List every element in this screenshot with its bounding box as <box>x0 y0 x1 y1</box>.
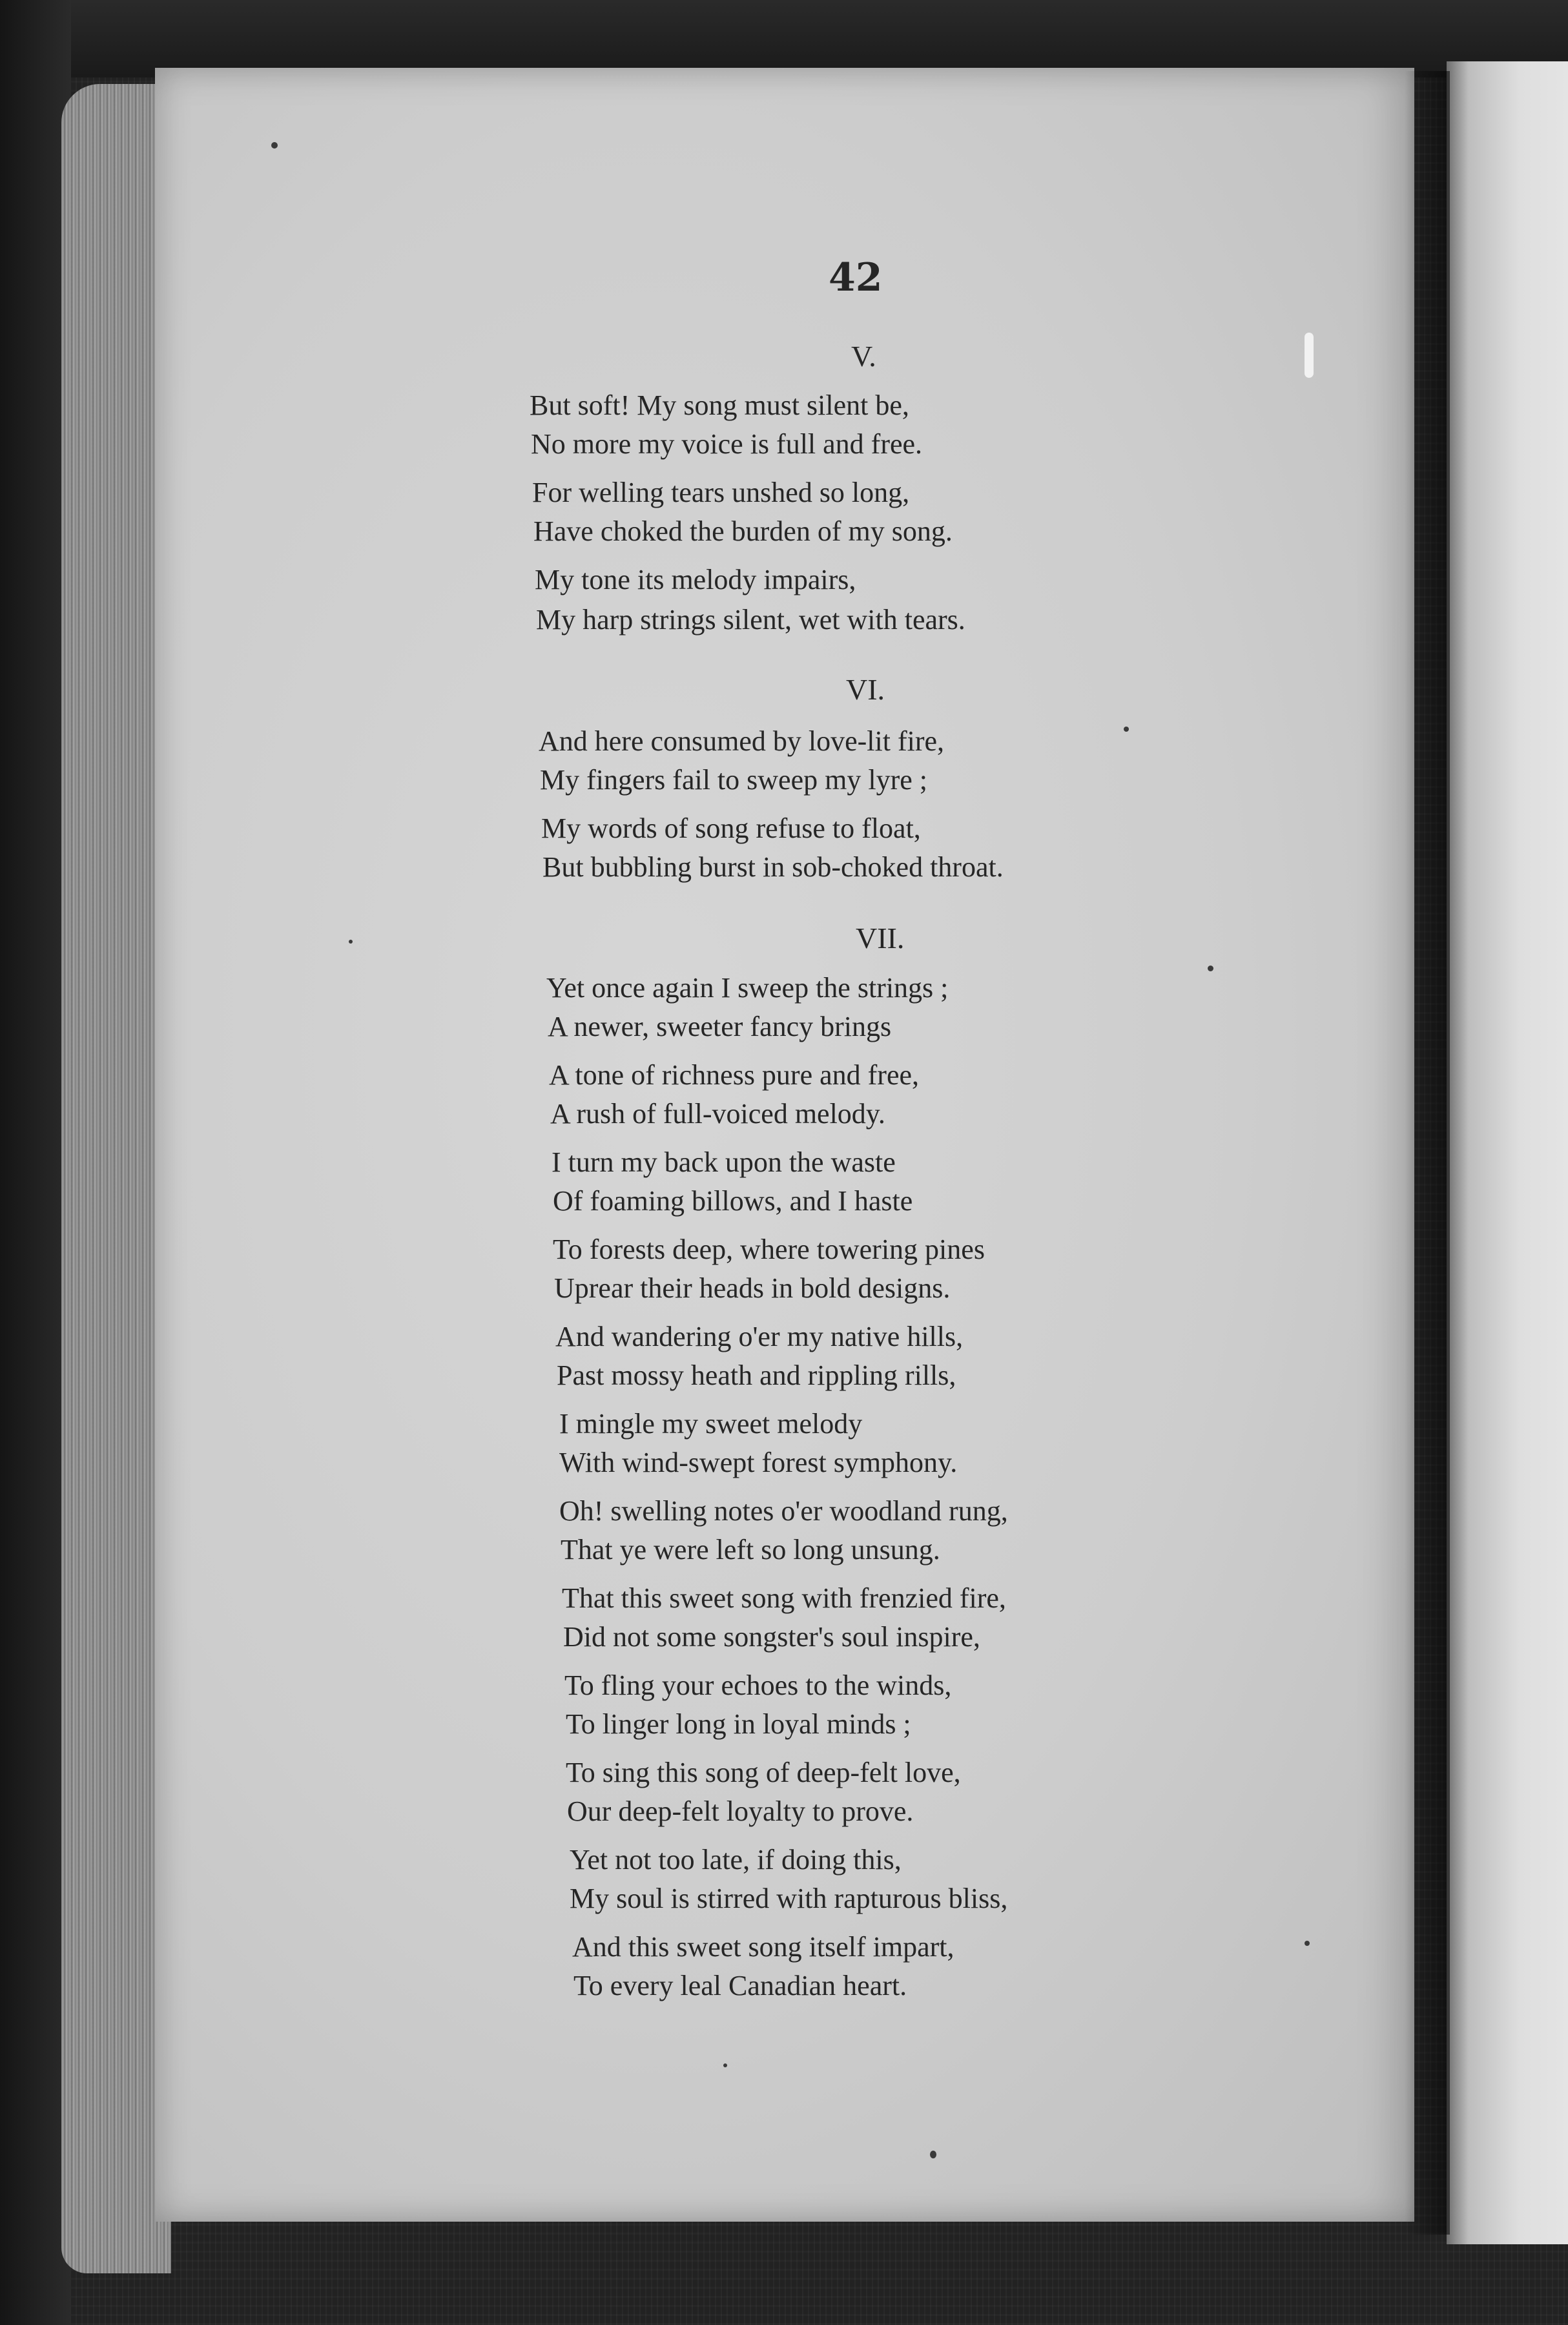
verse-line: To fling your echoes to the winds, <box>564 1669 952 1701</box>
verse-line: Uprear their heads in bold designs. <box>554 1272 951 1304</box>
verse-line: And wandering o'er my native hills, <box>555 1321 964 1352</box>
verse-line: Yet not too late, if doing this, <box>570 1844 902 1876</box>
verse-line: My words of song refuse to float, <box>541 812 921 844</box>
verse-line: To every leal Canadian heart. <box>573 1970 907 2001</box>
verse-line: Our deep-felt loyalty to prove. <box>567 1795 914 1827</box>
verse-line: Past mossy heath and rippling rills, <box>557 1359 956 1391</box>
stanza-heading-v: V. <box>851 340 876 373</box>
verse-line: My tone its melody impairs, <box>535 564 856 595</box>
verse-line: Did not some songster's soul inspire, <box>563 1621 980 1653</box>
verse-line: To linger long in loyal minds ; <box>566 1708 911 1740</box>
verse-line: No more my voice is full and free. <box>531 428 923 460</box>
verse-line: A newer, sweeter fancy brings <box>548 1011 892 1042</box>
verse-line: Yet once again I sweep the strings ; <box>546 972 949 1004</box>
page-number: 42 <box>829 255 883 300</box>
verse-line: And this sweet song itself impart, <box>572 1931 954 1963</box>
stanza-heading-vii: VII. <box>856 922 905 955</box>
verse-line: Oh! swelling notes o'er woodland rung, <box>559 1495 1008 1527</box>
verse-line: My soul is stirred with rapturous bliss, <box>570 1883 1008 1914</box>
verse-line: And here consumed by love-lit fire, <box>539 725 945 757</box>
verse-line: That this sweet song with frenzied fire, <box>562 1582 1006 1614</box>
verse-line: That ye were left so long unsung. <box>561 1534 940 1566</box>
verse-line: Have choked the burden of my song. <box>533 515 953 547</box>
verse-line: I mingle my sweet melody <box>559 1408 863 1440</box>
verse-line: To sing this song of deep-felt love, <box>566 1757 961 1788</box>
verse-line: But bubbling burst in sob-choked throat. <box>542 851 1004 883</box>
verse-line: But soft! My song must silent be, <box>530 389 909 421</box>
verse-line: Of foaming billows, and I haste <box>553 1185 913 1217</box>
stanza-heading-vi: VI. <box>846 673 885 706</box>
verse-line: A rush of full-voiced melody. <box>550 1098 885 1130</box>
verse-line: For welling tears unshed so long, <box>532 477 910 508</box>
verse-line: My harp strings silent, wet with tears. <box>536 604 965 636</box>
verse-line: With wind-swept forest symphony. <box>559 1447 958 1478</box>
verse-line: My fingers fail to sweep my lyre ; <box>540 764 927 796</box>
verse-line: To forests deep, where towering pines <box>553 1234 985 1265</box>
verse-line: I turn my back upon the waste <box>552 1146 896 1178</box>
verse-line: A tone of richness pure and free, <box>549 1059 920 1091</box>
